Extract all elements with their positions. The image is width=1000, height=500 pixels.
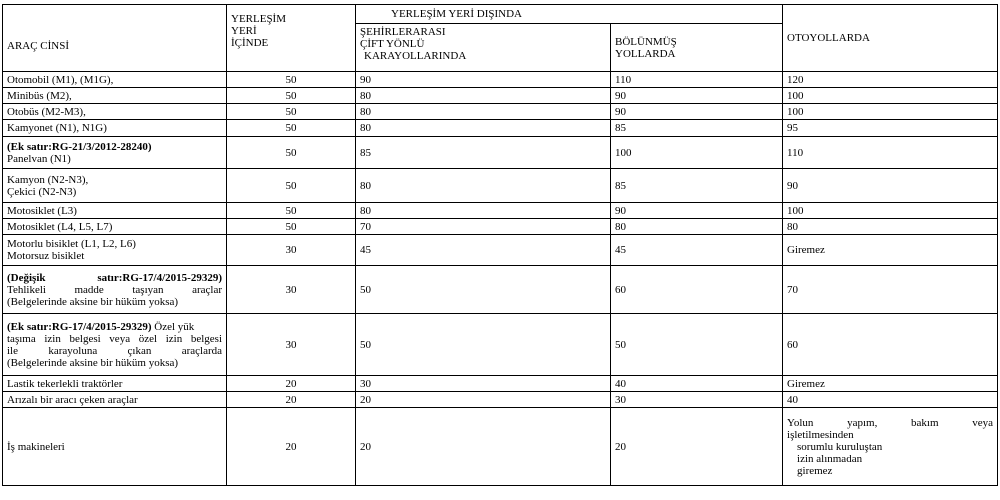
urban-limit-cell: 50 [227, 219, 356, 235]
vehicle-name-line3: (Belgelerinde aksine bir hüküm yoksa) [7, 356, 179, 369]
urban-limit-cell: 20 [227, 376, 356, 392]
urban-limit-cell: 30 [227, 314, 356, 376]
motorway-note-line5: giremez [797, 464, 833, 477]
amendment-note: (Değişik satır:RG-17/4/2015-29329) [7, 271, 222, 284]
intercity-limit-cell: 30 [356, 376, 611, 392]
motorway-limit-cell: 80 [783, 219, 998, 235]
motorway-limit-cell: 100 [783, 203, 998, 219]
motorway-note-line1: Yolun yapım, bakım veya [787, 416, 994, 429]
vehicle-cell [3, 169, 227, 203]
vehicle-name-tail: Özel yük [151, 320, 195, 333]
divided-limit-cell: 60 [611, 266, 783, 314]
vehicle-name: Panelvan (N1) [7, 152, 71, 165]
intercity-limit-cell: 50 [356, 266, 611, 314]
table-row [3, 169, 998, 203]
urban-limit-cell: 50 [227, 169, 356, 203]
table-row [3, 392, 998, 408]
vehicle-name: Lastik tekerlekli traktörler [7, 377, 123, 390]
divided-limit-cell: 20 [611, 408, 783, 486]
motorway-limit-cell [783, 408, 998, 486]
vehicle-cell [3, 219, 227, 235]
intercity-limit-cell: 90 [356, 72, 611, 88]
vehicle-name: Otomobil (M1), (M1G), [7, 73, 114, 86]
vehicle-name-line1: Tehlikeli madde taşıyan araçlar [7, 283, 222, 296]
motorway-note-line3: sorumlu kuruluştan [797, 440, 883, 453]
vehicle-cell [3, 137, 227, 169]
divided-limit-cell: 30 [611, 392, 783, 408]
vehicle-cell [3, 392, 227, 408]
header-row-top [3, 5, 998, 24]
table-row [3, 137, 998, 169]
motorway-limit-cell: 90 [783, 169, 998, 203]
header-divided-line2: YOLLARDA [615, 47, 676, 60]
header-urban [227, 5, 356, 72]
vehicle-name: Otobüs (M2-M3), [7, 105, 86, 118]
divided-limit-cell: 45 [611, 235, 783, 266]
urban-limit-cell: 50 [227, 72, 356, 88]
divided-limit-cell: 110 [611, 72, 783, 88]
urban-limit-cell: 30 [227, 235, 356, 266]
header-divided-line1: BÖLÜNMÜŞ [615, 35, 677, 48]
intercity-limit-cell: 20 [356, 392, 611, 408]
amendment-note: (Ek satır:RG-17/4/2015-29329) [7, 320, 152, 333]
intercity-limit-cell: 80 [356, 120, 611, 137]
table-row [3, 104, 998, 120]
vehicle-name-line2: Çekici (N2-N3) [7, 185, 77, 198]
motorway-limit-cell: 110 [783, 137, 998, 169]
urban-limit-cell: 50 [227, 203, 356, 219]
vehicle-cell [3, 203, 227, 219]
divided-limit-cell: 85 [611, 120, 783, 137]
vehicle-cell [3, 266, 227, 314]
vehicle-name-line1: Motorlu bisiklet (L1, L2, L6) [7, 238, 136, 250]
table-row [3, 314, 998, 376]
vehicle-name-line2: Motorsuz bisiklet [7, 250, 85, 262]
vehicle-cell [3, 120, 227, 137]
intercity-limit-cell: 80 [356, 169, 611, 203]
vehicle-name-line2: ile karayoluna çıkan araçlarda [7, 344, 222, 357]
divided-limit-cell: 90 [611, 104, 783, 120]
vehicle-name: Motosiklet (L4, L5, L7) [7, 220, 113, 233]
vehicle-cell [3, 376, 227, 392]
urban-limit-cell: 20 [227, 392, 356, 408]
vehicle-cell [3, 235, 227, 266]
vehicle-cell [3, 104, 227, 120]
table-row [3, 266, 998, 314]
intercity-limit-cell: 80 [356, 104, 611, 120]
header-urban-line2: YERİ [231, 25, 257, 37]
divided-limit-cell: 80 [611, 219, 783, 235]
table-row [3, 72, 998, 88]
vehicle-name: Motosiklet (L3) [7, 204, 77, 217]
header-divided [611, 24, 783, 72]
urban-limit-cell: 50 [227, 120, 356, 137]
urban-limit-cell: 50 [227, 88, 356, 104]
motorway-limit-cell: 70 [783, 266, 998, 314]
urban-limit-cell: 50 [227, 137, 356, 169]
intercity-limit-cell: 70 [356, 219, 611, 235]
divided-limit-cell: 90 [611, 203, 783, 219]
header-urban-line3: İÇİNDE [231, 37, 269, 49]
vehicle-name-line1: taşıma izin belgesi veya özel izin belgesi [7, 332, 222, 345]
urban-limit-cell: 50 [227, 104, 356, 120]
motorway-note-line4: izin alınmadan [797, 452, 863, 465]
table-row [3, 408, 998, 486]
intercity-limit-cell: 50 [356, 314, 611, 376]
header-intercity-line3: KARAYOLLARINDA [364, 50, 467, 62]
vehicle-cell [3, 314, 227, 376]
table-row [3, 88, 998, 104]
header-outside-urban [356, 5, 783, 24]
motorway-limit-cell: 60 [783, 314, 998, 376]
header-intercity-line2: ÇİFT YÖNLÜ [360, 38, 425, 50]
intercity-limit-cell: 80 [356, 203, 611, 219]
header-urban-line1: YERLEŞİM [231, 13, 286, 25]
motorway-limit-cell: 95 [783, 120, 998, 137]
intercity-limit-cell: 20 [356, 408, 611, 486]
header-motorway [783, 5, 998, 72]
motorway-note-line2: işletilmesinden [787, 428, 854, 441]
motorway-limit-cell: 100 [783, 88, 998, 104]
vehicle-name: Minibüs (M2), [7, 89, 72, 102]
vehicle-name: İş makineleri [7, 440, 65, 453]
divided-limit-cell: 50 [611, 314, 783, 376]
vehicle-cell [3, 88, 227, 104]
intercity-limit-cell: 85 [356, 137, 611, 169]
motorway-limit-cell: 40 [783, 392, 998, 408]
vehicle-name-line2: (Belgelerinde aksine bir hüküm yoksa) [7, 295, 179, 308]
vehicle-name: Kamyonet (N1), N1G) [7, 122, 107, 134]
header-intercity [356, 24, 611, 72]
divided-limit-cell: 100 [611, 137, 783, 169]
speed-limit-table [2, 4, 998, 486]
vehicle-cell [3, 72, 227, 88]
vehicle-name: Arızalı bir aracı çeken araçlar [7, 393, 138, 406]
table-row [3, 235, 998, 266]
divided-limit-cell: 85 [611, 169, 783, 203]
intercity-limit-cell: 45 [356, 235, 611, 266]
divided-limit-cell: 40 [611, 376, 783, 392]
motorway-limit-cell: 100 [783, 104, 998, 120]
header-vehicle-type-text: ARAÇ CİNSİ [7, 40, 70, 52]
motorway-limit-cell: Giremez [783, 376, 998, 392]
header-intercity-line1: ŞEHİRLERARASI [360, 26, 446, 38]
header-motorway-text: OTOYOLLARDA [787, 32, 870, 44]
vehicle-name-line0 [7, 321, 222, 333]
amendment-note: (Ek satır:RG-21/3/2012-28240) [7, 140, 152, 153]
vehicle-cell [3, 408, 227, 486]
header-outside-urban-text: YERLEŞİM YERİ DIŞINDA [391, 8, 522, 20]
table-row [3, 120, 998, 137]
intercity-limit-cell: 80 [356, 88, 611, 104]
vehicle-name-line1: Kamyon (N2-N3), [7, 173, 89, 186]
divided-limit-cell: 90 [611, 88, 783, 104]
table-row [3, 219, 998, 235]
header-vehicle-type [3, 5, 227, 72]
table-row [3, 203, 998, 219]
motorway-limit-cell: 120 [783, 72, 998, 88]
table-row [3, 376, 998, 392]
motorway-limit-cell: Giremez [783, 235, 998, 266]
urban-limit-cell: 20 [227, 408, 356, 486]
urban-limit-cell: 30 [227, 266, 356, 314]
